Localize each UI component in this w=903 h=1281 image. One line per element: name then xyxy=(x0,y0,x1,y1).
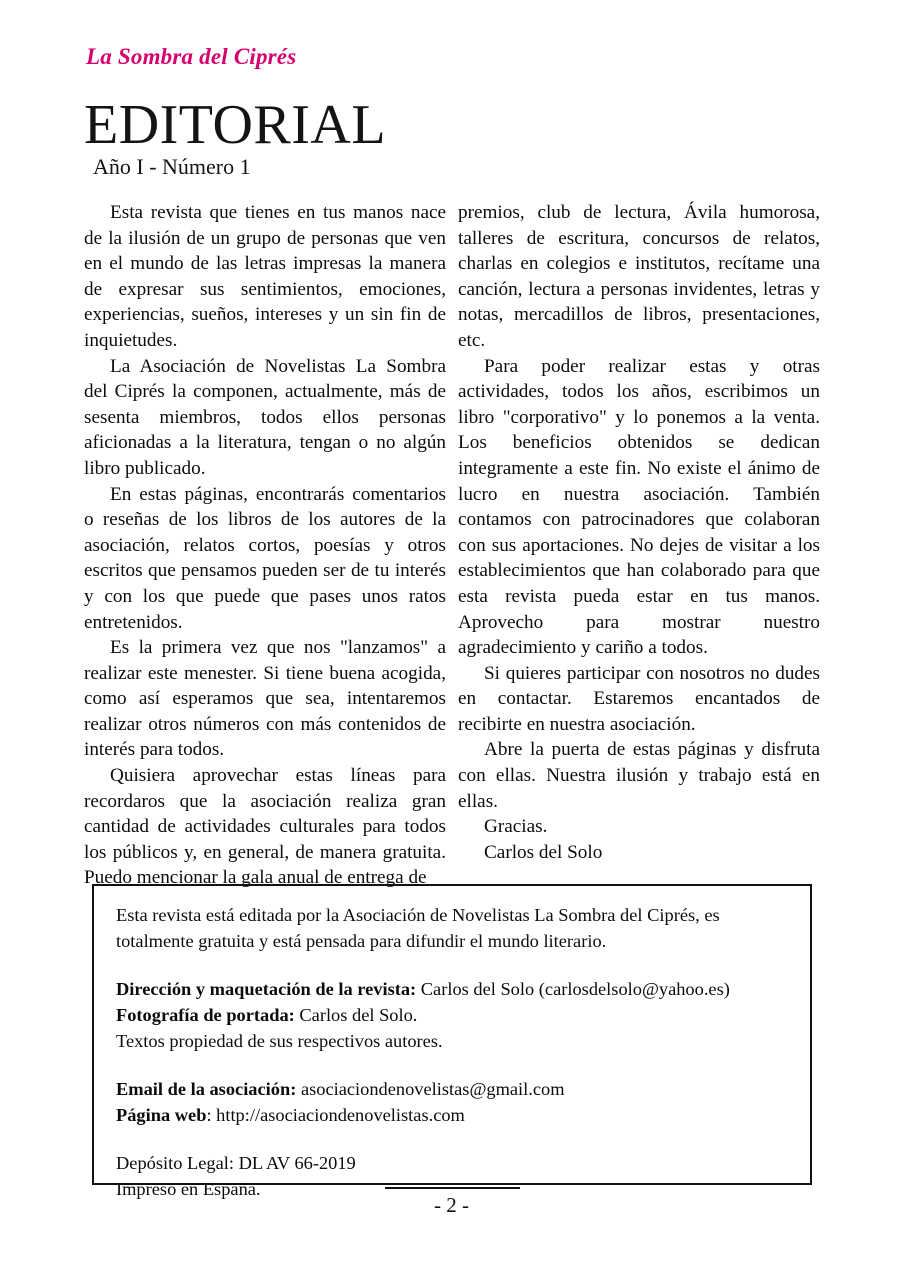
direccion-value: Carlos del Solo (carlosdelsolo@yahoo.es) xyxy=(420,979,730,999)
email-label: Email de la asociación: xyxy=(116,1079,297,1099)
colophon-spacer xyxy=(116,954,788,976)
email-value[interactable]: asociaciondenovelistas@gmail.com xyxy=(300,1079,565,1099)
right-column xyxy=(458,200,820,891)
fotografia-value: Carlos del Solo. xyxy=(299,1005,418,1025)
direccion-label: Dirección y maquetación de la revista: xyxy=(116,979,417,999)
colophon-impreso: Impreso en España. xyxy=(116,1179,261,1199)
colophon-direccion xyxy=(116,976,788,1002)
colophon-intro: Esta revista está editada por la Asociación de Novelistas La Sombra del Ciprés, es totalmente gratuita y está pensada para difundir el mundo literario. xyxy=(116,905,720,951)
editorial-body xyxy=(84,200,820,891)
paragraph: Es la primera vez que nos "lanzamos" a realizar este menester. Si tiene buena acogida, como así esperamos que sea, intentaremos realizar otros números con más contenidos de interés para todos. xyxy=(84,637,446,761)
page-title: EDITORIAL xyxy=(84,94,387,156)
paragraph: Abre la puerta de estas páginas y disfruta con ellas. Nuestra ilusión y trabajo está en ellas. xyxy=(458,739,820,812)
colophon-deposito-legal: Depósito Legal: DL AV 66-2019 xyxy=(116,1153,356,1173)
editorial-signature: Carlos del Solo xyxy=(484,841,603,863)
left-column xyxy=(84,200,446,891)
web-label: Página web xyxy=(116,1105,207,1125)
paragraph: Gracias. xyxy=(484,816,548,838)
paragraph: Si quieres participar con nosotros no dudes en contactar. Estaremos encantados de recibirte en nuestra asociación. xyxy=(458,662,820,735)
fotografia-label: Fotografía de portada: xyxy=(116,1005,295,1025)
colophon-web xyxy=(116,1102,788,1128)
issue-subtitle: Año I - Número 1 xyxy=(93,154,251,179)
paragraph-continuation: premios, club de lectura, Ávila humorosa, talleres de escritura, concursos de relatos, charlas en colegios e institutos, recítame una canción, lectura a personas invidentes, letras y notas, mercadillos de libros, presentaciones, etc. xyxy=(458,202,820,351)
web-value[interactable]: : http://asociaciondenovelistas.com xyxy=(206,1105,465,1125)
colophon-fotografia xyxy=(116,1002,788,1028)
running-head-magazine-title: La Sombra del Ciprés xyxy=(86,44,297,69)
paragraph: Para poder realizar estas y otras actividades, todos los años, escribimos un libro "corporativo" y lo ponemos a la venta. Los beneficios obtenidos se dedican integramente a este fin. No existe el ánimo de lucro en nuestra asociación. También contamos con patrocinadores que colaboran con sus aportaciones. No dejes de visitar a los establecimientos que han colaborado para que esta revista pueda estar en tus manos. Aprovecho para mostrar nuestro agradecimiento y cariño a todos. xyxy=(458,355,820,659)
paragraph: Esta revista que tienes en tus manos nace de la ilusión de un grupo de personas que ven en el mundo de las letras impresas la manera de expresar sus sentimientos, emociones, experiencias, sueños, intereses y un sin fin de inquietudes. xyxy=(84,202,446,351)
paragraph: Quisiera aprovechar estas líneas para recordaros que la asociación realiza gran cantidad de actividades culturales para todos los públicos y, en general, de manera gratuita. Puedo mencionar la gala anual de entrega de xyxy=(84,765,446,889)
page-number: - 2 - xyxy=(434,1193,469,1217)
paragraph: En estas páginas, encontrarás comentarios o reseñas de los libros de los autores de la asociación, relatos cortos, poesías y otros escritos que pensamos pueden ser de tu interés y con los que puede que pases unos ratos entretenidos. xyxy=(84,483,446,633)
colophon-textos: Textos propiedad de sus respectivos autores. xyxy=(116,1031,443,1051)
footer-divider xyxy=(385,1187,520,1189)
colophon-email xyxy=(116,1076,788,1102)
colophon-spacer xyxy=(116,1054,788,1076)
masthead xyxy=(84,96,824,180)
paragraph: La Asociación de Novelistas La Sombra del Ciprés la componen, actualmente, más de sesenta miembros, todos ellos personas aficionadas a la literatura, tengan o no algún libro publicado. xyxy=(84,355,446,479)
colophon-spacer xyxy=(116,1128,788,1150)
colophon-box xyxy=(92,884,812,1199)
